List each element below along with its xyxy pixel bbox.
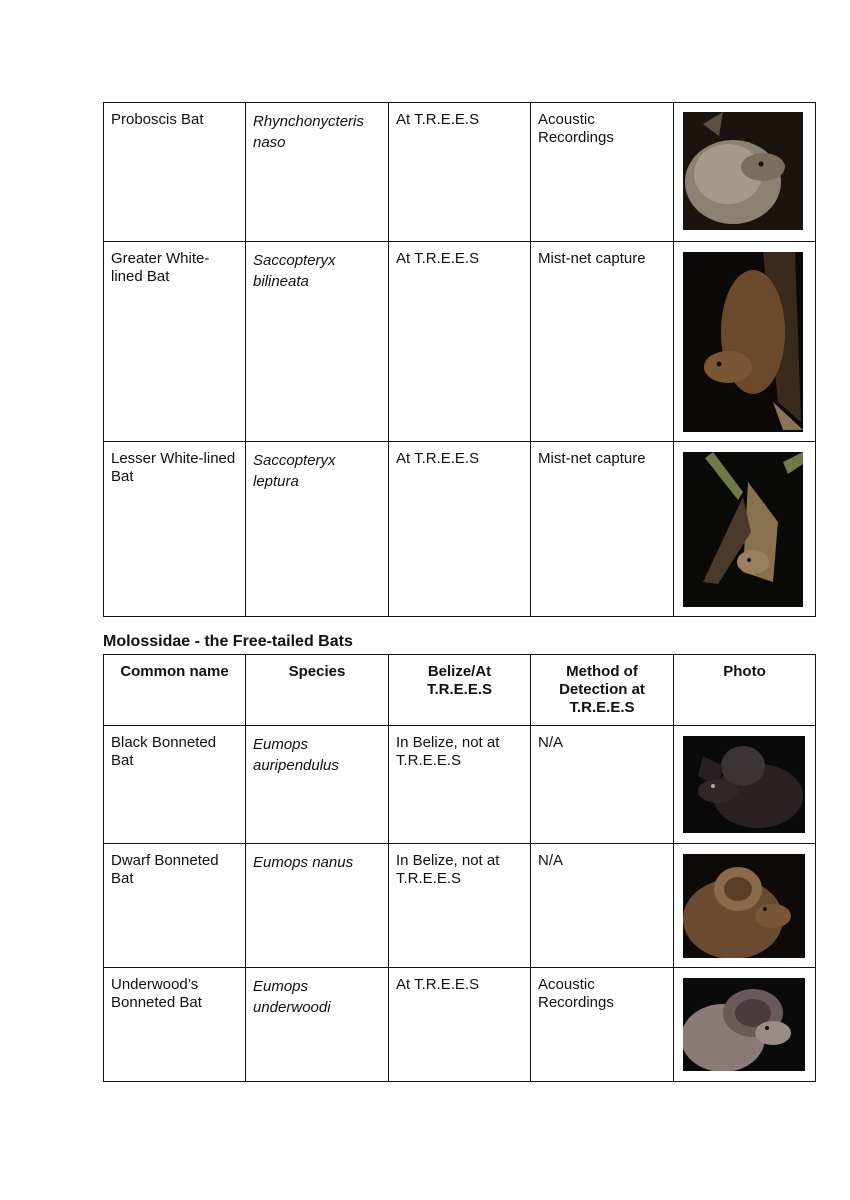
- method-cell: Mist-net capture: [531, 442, 674, 617]
- species-cell: Rhynchonycteris naso: [246, 103, 389, 242]
- emballonuridae-table: [103, 102, 816, 617]
- common-name-cell: Greater White-lined Bat: [104, 242, 246, 442]
- status-cell: At T.R.E.E.S: [389, 103, 531, 242]
- method-cell: Acoustic Recordings: [531, 103, 674, 242]
- table-row: [104, 103, 816, 242]
- status-cell: In Belize, not at T.R.E.E.S: [389, 726, 531, 844]
- column-header-common-name: Common name: [104, 655, 246, 726]
- table-row: [104, 968, 816, 1082]
- column-header-method: Method of Detection at T.R.E.E.S: [531, 655, 674, 726]
- method-cell: Mist-net capture: [531, 242, 674, 442]
- photo-cell: [674, 442, 816, 617]
- method-cell: N/A: [531, 726, 674, 844]
- table-row: [104, 242, 816, 442]
- proboscis-bat-photo: [683, 112, 803, 230]
- common-name-cell: Proboscis Bat: [104, 103, 246, 242]
- species-cell: Saccopteryx bilineata: [246, 242, 389, 442]
- species-cell: Saccopteryx leptura: [246, 442, 389, 617]
- status-cell: At T.R.E.E.S: [389, 242, 531, 442]
- greater-white-lined-bat-photo: [683, 252, 803, 432]
- status-cell: At T.R.E.E.S: [389, 442, 531, 617]
- status-cell: In Belize, not at T.R.E.E.S: [389, 844, 531, 968]
- column-header-photo: Photo: [674, 655, 816, 726]
- photo-cell: [674, 726, 816, 844]
- underwoods-bonneted-bat-photo: [683, 978, 805, 1071]
- table-row: [104, 844, 816, 968]
- lesser-white-lined-bat-photo: [683, 452, 803, 607]
- molossidae-table: [103, 654, 816, 1082]
- dwarf-bonneted-bat-photo: [683, 854, 805, 958]
- column-header-status: Belize/At T.R.E.E.S: [389, 655, 531, 726]
- species-cell: Eumops nanus: [246, 844, 389, 968]
- species-cell: Eumops underwoodi: [246, 968, 389, 1082]
- photo-cell: [674, 968, 816, 1082]
- photo-cell: [674, 103, 816, 242]
- column-header-species: Species: [246, 655, 389, 726]
- common-name-cell: Underwood’s Bonneted Bat: [104, 968, 246, 1082]
- common-name-cell: Lesser White-lined Bat: [104, 442, 246, 617]
- photo-cell: [674, 242, 816, 442]
- status-cell: At T.R.E.E.S: [389, 968, 531, 1082]
- method-cell: Acoustic Recordings: [531, 968, 674, 1082]
- table-row: [104, 442, 816, 617]
- photo-cell: [674, 844, 816, 968]
- common-name-cell: Black Bonneted Bat: [104, 726, 246, 844]
- section-title: Molossidae - the Free-tailed Bats: [103, 633, 353, 650]
- method-cell: N/A: [531, 844, 674, 968]
- black-bonneted-bat-photo: [683, 736, 805, 833]
- species-cell: Eumops auripendulus: [246, 726, 389, 844]
- table-row: [104, 726, 816, 844]
- header-row: [104, 655, 816, 726]
- common-name-cell: Dwarf Bonneted Bat: [104, 844, 246, 968]
